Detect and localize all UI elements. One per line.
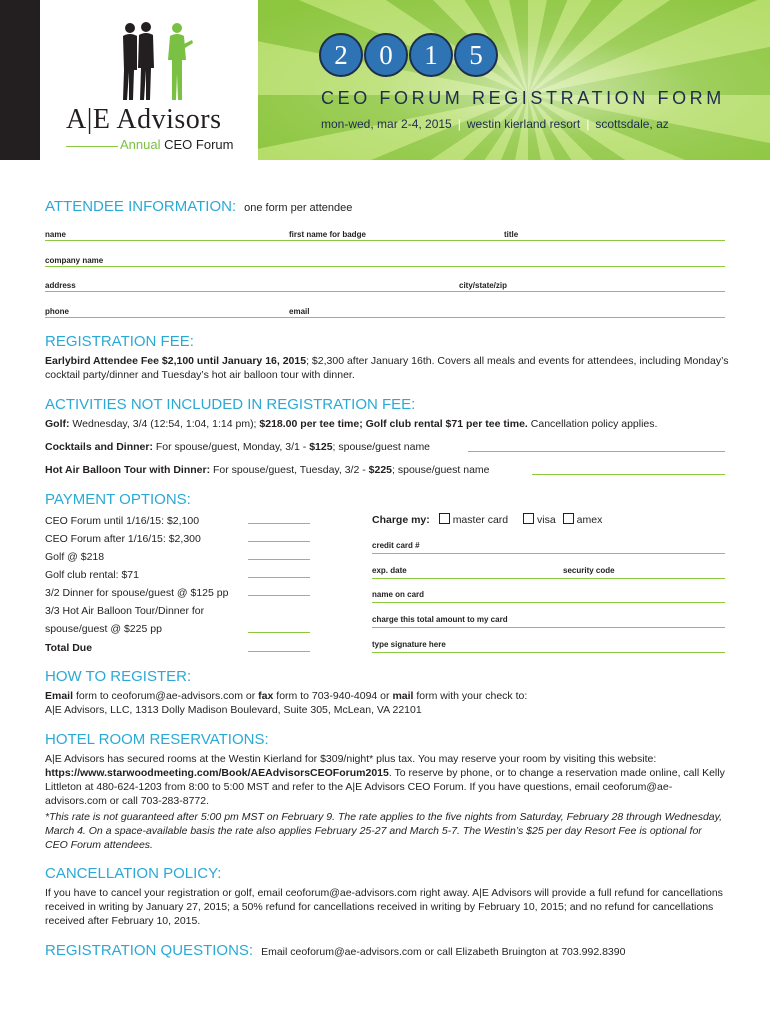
payment-amount-field-6[interactable] xyxy=(248,632,310,633)
questions-title: REGISTRATION QUESTIONS: xyxy=(45,942,254,959)
cocktails-guest-name-field[interactable] xyxy=(468,451,725,452)
register-methods xyxy=(45,689,527,703)
payment-item-5: 3/2 Dinner for spouse/guest @ $125 pp xyxy=(45,587,229,599)
how-to-register-title: HOW TO REGISTER: xyxy=(45,668,192,685)
logo-tag-rest: CEO Forum xyxy=(164,137,234,152)
questions-section xyxy=(45,942,625,959)
hotel-booking-url[interactable]: https://www.starwoodmeeting.com/Book/AEAdvisorsCEOForum2015 xyxy=(45,767,389,779)
black-side-bar xyxy=(0,0,40,160)
balloon-tail: ; spouse/guest name xyxy=(392,464,490,476)
security-code-label: security code xyxy=(563,566,615,575)
mastercard-label: master card xyxy=(452,514,509,526)
payment-item-2: CEO Forum after 1/16/15: $2,300 xyxy=(45,533,201,545)
charge-my-label: Charge my: xyxy=(372,514,430,526)
charge-total-field[interactable] xyxy=(372,627,725,628)
registration-fee-title: REGISTRATION FEE: xyxy=(45,333,194,350)
city-state-zip-label: city/state/zip xyxy=(459,281,508,290)
earlybird-fee: Earlybird Attendee Fee $2,100 until January 16, 2015 xyxy=(45,355,307,367)
golf-policy: Cancellation policy applies. xyxy=(530,418,658,430)
hotel-title: HOTEL ROOM RESERVATIONS: xyxy=(45,731,269,748)
hotel-rate-note: *This rate is not guaranteed after 5:00 pm MST on February 9. The rate applies to the five nights from Saturday, February 28 through Wednesday, March 4. On a space-available basis the rate also applies February 25-27 and March 5-7. The Westin’s $25 per day Resort Fee is optional for CEO Forum attendees. xyxy=(45,811,723,851)
balloon-guest-name-field[interactable] xyxy=(532,474,725,475)
attendee-section-title xyxy=(45,198,352,215)
activities-title: ACTIVITIES NOT INCLUDED IN REGISTRATION FEE: xyxy=(45,396,416,413)
year-digit-4: 5 xyxy=(454,33,498,77)
payment-amount-field-3[interactable] xyxy=(248,559,310,560)
name-label: name xyxy=(45,230,66,239)
balloon-price: $225 xyxy=(368,464,393,476)
balloon-text: For spouse/guest, Tuesday, 3/2 - xyxy=(213,464,366,476)
form-title: CEO FORUM REGISTRATION FORM xyxy=(321,88,725,108)
payment-item-4: Golf club rental: $71 xyxy=(45,569,139,581)
address-label: address xyxy=(45,281,76,290)
balloon-label: Hot Air Balloon Tour with Dinner: xyxy=(45,464,211,476)
exp-security-field[interactable] xyxy=(372,578,725,579)
logo-tagline xyxy=(120,137,233,152)
address-field[interactable] xyxy=(45,291,725,292)
event-venue: westin kierland resort xyxy=(466,117,581,131)
payment-item-1: CEO Forum until 1/16/15: $2,100 xyxy=(45,515,200,527)
attendee-subtitle: one form per attendee xyxy=(244,202,353,214)
payment-item-7: spouse/guest @ $225 pp xyxy=(45,623,162,635)
registration-fee-text xyxy=(45,354,735,382)
charge-my-row xyxy=(372,513,602,527)
business-people-silhouettes xyxy=(120,18,200,100)
amex-checkbox[interactable] xyxy=(563,513,574,524)
company-label: company name xyxy=(45,256,104,265)
event-city: scottsdale, az xyxy=(595,117,669,131)
name-on-card-field[interactable] xyxy=(372,602,725,603)
title-label: title xyxy=(504,230,519,239)
signature-field[interactable] xyxy=(372,652,725,653)
name-field[interactable] xyxy=(45,240,725,241)
logo-tag-annual: Annual xyxy=(120,137,161,152)
email-method-text: form to ceoforum@ae-advisors.com or xyxy=(75,690,256,702)
cancellation-text: If you have to cancel your registration or golf, email ceoforum@ae-advisors.com right away. A|E Advisors will provide a full refund for cancellations received in writing by January 27, 2015; a 50% refund for cancellations received in writing by February 10, 2015; and no refund for cancellations received after February 10, 2015. xyxy=(45,887,723,927)
payment-item-6: 3/3 Hot Air Balloon Tour/Dinner for xyxy=(45,605,205,617)
company-field[interactable] xyxy=(45,266,725,267)
year-digit-1: 2 xyxy=(319,33,363,77)
separator: | xyxy=(586,117,590,131)
cancellation-title: CANCELLATION POLICY: xyxy=(45,865,222,882)
attendee-title: ATTENDEE INFORMATION: xyxy=(45,198,237,215)
event-details xyxy=(321,117,669,131)
mail-method-text: form with your check to: xyxy=(416,690,528,702)
visa-label: visa xyxy=(537,514,556,526)
hotel-rate-text: A|E Advisors has secured rooms at the Westin Kierland for $309/night* plus tax. You may reserve your room by visiting this website: xyxy=(45,753,657,765)
balloon-line xyxy=(45,463,490,477)
year-digit-2: 0 xyxy=(364,33,408,77)
credit-card-field[interactable] xyxy=(372,553,725,554)
cocktails-label: Cocktails and Dinner: xyxy=(45,441,153,453)
cocktails-line xyxy=(45,440,430,454)
logo-rule xyxy=(66,146,118,147)
payment-amount-field-2[interactable] xyxy=(248,541,310,542)
mastercard-checkbox[interactable] xyxy=(439,513,450,524)
phone-email-field[interactable] xyxy=(45,317,725,318)
phone-label: phone xyxy=(45,307,69,316)
amex-label: amex xyxy=(576,514,603,526)
total-due-label: Total Due xyxy=(45,642,93,654)
payment-amount-field-5[interactable] xyxy=(248,595,310,596)
hotel-phone-text: . To reserve by phone, or to change a reservation made online, call Kelly Littleton at 480-624-1203 from 8:00 to 5:00 MST and refer to the A|E Advisors CEO Forum. If you have questions, email ceoforum@ae-advisors.com or call 703-283-8772. xyxy=(45,767,725,807)
golf-line xyxy=(45,417,745,431)
payment-item-3: Golf @ $218 xyxy=(45,551,105,563)
exp-date-label: exp. date xyxy=(372,566,407,575)
fax-method-label: fax xyxy=(258,690,274,702)
separator: | xyxy=(457,117,461,131)
cocktails-tail: ; spouse/guest name xyxy=(332,441,431,453)
cocktails-price: $125 xyxy=(309,441,333,453)
charge-total-label: charge this total amount to my card xyxy=(372,615,508,624)
year-digit-3: 1 xyxy=(409,33,453,77)
credit-card-label: credit card # xyxy=(372,541,420,550)
mailing-address: A|E Advisors, LLC, 1313 Dolly Madison Boulevard, Suite 305, McLean, VA 22101 xyxy=(45,704,422,716)
name-on-card-label: name on card xyxy=(372,590,425,599)
fax-method-text: form to 703-940-4094 or xyxy=(276,690,390,702)
header xyxy=(0,0,770,160)
mail-method-label: mail xyxy=(392,690,414,702)
event-dates: mon-wed, mar 2-4, 2015 xyxy=(321,117,452,131)
golf-text: Wednesday, 3/4 (12:54, 1:04, 1:14 pm); xyxy=(72,418,257,430)
total-due-field[interactable] xyxy=(248,651,310,652)
golf-price: $218.00 per tee time; Golf club rental $71 per tee time. xyxy=(259,418,528,430)
green-sunburst-banner xyxy=(258,0,770,160)
payment-amount-field-4[interactable] xyxy=(248,577,310,578)
email-label: email xyxy=(289,307,310,316)
hotel-text xyxy=(45,752,725,808)
golf-label: Golf: xyxy=(45,418,70,430)
signature-label: type signature here xyxy=(372,640,446,649)
payment-title: PAYMENT OPTIONS: xyxy=(45,491,191,508)
logo-wordmark: A|E Advisors xyxy=(66,104,222,135)
badge-name-label: first name for badge xyxy=(289,230,366,239)
visa-checkbox[interactable] xyxy=(523,513,534,524)
payment-amount-field-1[interactable] xyxy=(248,523,310,524)
questions-text: Email ceoforum@ae-advisors.com or call Elizabeth Bruington at 703.992.8390 xyxy=(261,946,626,958)
fee-details: ; $2,300 after January 16th. Covers all meals and events for attendees, including Monday’s cocktail party/dinner and Tuesday’s hot air balloon tour with dinner. xyxy=(45,355,729,381)
cocktails-text: For spouse/guest, Monday, 3/1 - xyxy=(155,441,307,453)
email-method-label: Email xyxy=(45,690,74,702)
